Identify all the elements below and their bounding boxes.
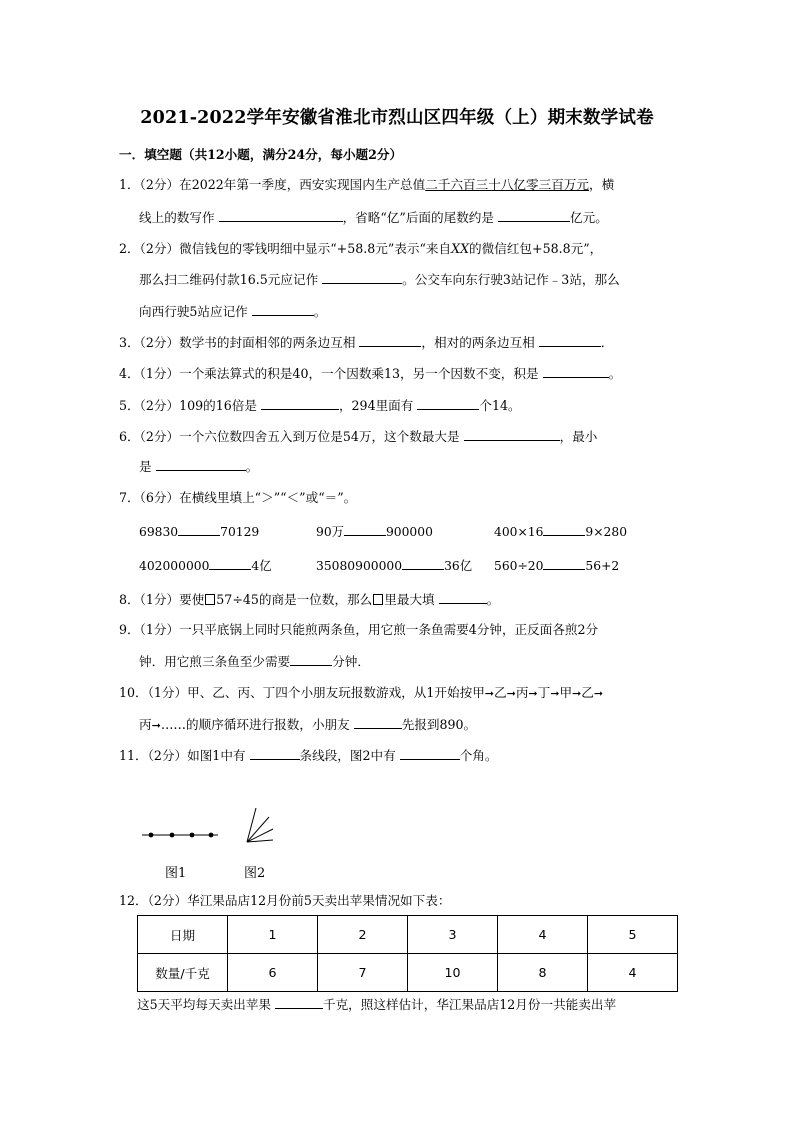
table-cell: 5 xyxy=(588,916,678,954)
answer-blank[interactable] xyxy=(543,522,585,536)
question-6-line-2: 是 。 xyxy=(139,459,259,474)
question-6-line-1: 6．（2分）一个六位数四舍五入到万位是54万，这个数最大是 ，最小 xyxy=(119,429,598,444)
answer-blank[interactable] xyxy=(498,208,570,222)
underlined-number-text: 二千六百三十八亿零三百万元 xyxy=(425,177,589,192)
answer-blank[interactable] xyxy=(539,333,601,347)
table-cell: 7 xyxy=(318,954,408,992)
question-8: 8．（1分）要使 57÷45的商是一位数，那么 里最大填 。 xyxy=(119,592,500,607)
answer-blank[interactable] xyxy=(261,396,339,410)
table-cell: 8 xyxy=(498,954,588,992)
answer-blank[interactable] xyxy=(156,457,246,471)
question-2-line-2: 那么扫二维码付款16.5元应记作 。公交车向东行驶3站记作﹣3站，那么 xyxy=(139,272,620,287)
figure-1-caption: 图1 xyxy=(165,866,187,881)
answer-blank[interactable] xyxy=(464,427,560,441)
arrow-icon: ➞ xyxy=(572,687,582,700)
table-header-cell: 数量/千克 xyxy=(138,954,228,992)
question-1-line-2: 线上的数写作 ，省略“亿”后面的尾数约是 亿元。 xyxy=(139,210,608,225)
question-9-line-2: 钟．用它煎三条鱼至少需要 分钟． xyxy=(139,654,370,669)
arrow-icon: ➞ xyxy=(593,687,604,700)
comparison-item: 90万 900000 xyxy=(316,522,433,541)
table-cell: 1 xyxy=(228,916,318,954)
square-box-icon xyxy=(373,594,383,605)
arrow-icon: ➞ xyxy=(528,687,538,700)
answer-blank[interactable] xyxy=(417,396,479,410)
answer-blank[interactable] xyxy=(543,364,609,378)
comparison-item: 69830 70129 xyxy=(139,522,259,541)
figure-1-line-segments xyxy=(142,833,218,838)
answer-blank[interactable] xyxy=(178,522,220,536)
answer-blank[interactable] xyxy=(219,208,343,222)
table-cell: 3 xyxy=(408,916,498,954)
comparison-item: 400×16 9×280 xyxy=(494,522,627,541)
answer-blank[interactable] xyxy=(402,556,444,570)
question-12: 12．（2分）华江果品店12月份前5天卖出苹果情况如下表： xyxy=(119,893,451,908)
answer-blank[interactable] xyxy=(209,556,251,570)
comparison-item: 402000000 4亿 xyxy=(139,556,272,575)
question-2-line-1: 2．（2分）微信钱包的零钱明细中显示“+58.8元”表示“来自XX的微信红包+58.8元”， xyxy=(119,241,603,256)
answer-blank[interactable] xyxy=(354,715,402,729)
question-2-line-3: 向西行驶5站应记作 。 xyxy=(139,304,327,319)
question-5: 5．（2分）109的16倍是 ，294里面有 个14。 xyxy=(119,398,521,413)
arrow-icon: ➞ xyxy=(484,687,495,700)
table-cell: 6 xyxy=(228,954,318,992)
table-cell: 4 xyxy=(498,916,588,954)
answer-blank[interactable] xyxy=(275,995,323,1009)
answer-blank[interactable] xyxy=(250,746,300,760)
answer-blank[interactable] xyxy=(290,652,332,666)
question-10-line-2: 丙➞……的顺序循环进行报数，小朋友 先报到890。 xyxy=(139,717,477,732)
question-4: 4．（1分）一个乘法算式的积是40，一个因数乘13，另一个因数不变，积是 。 xyxy=(119,366,622,381)
arrow-icon: ➞ xyxy=(506,687,516,700)
answer-blank[interactable] xyxy=(543,556,585,570)
arrow-icon: ➞ xyxy=(550,687,560,700)
answer-blank[interactable] xyxy=(359,333,421,347)
answer-blank[interactable] xyxy=(252,302,314,316)
square-box-icon xyxy=(205,594,215,605)
answer-blank[interactable] xyxy=(400,746,460,760)
question-7: 7．（6分）在横线里填上“＞”“＜”或“＝”。 xyxy=(119,490,357,505)
question-1-line-1: 1．（2分）在2022年第一季度，西安实现国内生产总值二千六百三十八亿零三百万元，横 xyxy=(119,177,615,192)
table-cell: 10 xyxy=(408,954,498,992)
section-heading: 一．填空题（共12小题，满分24分，每小题2分） xyxy=(119,147,403,162)
answer-blank[interactable] xyxy=(439,590,487,604)
figure-2-caption: 图2 xyxy=(244,866,266,881)
figure-diagrams xyxy=(135,800,285,856)
page-title: 2021-2022学年安徽省淮北市烈山区四年级（上）期末数学试卷 xyxy=(140,108,654,128)
sales-table xyxy=(137,915,678,992)
answer-blank[interactable] xyxy=(344,522,386,536)
question-9-line-1: 9．（1分）一只平底锅上同时只能煎两条鱼，用它煎一条鱼需要4分钟，正反面各煎2分 xyxy=(119,622,599,637)
table-row xyxy=(138,954,678,992)
table-row xyxy=(138,916,678,954)
table-header-cell: 日期 xyxy=(138,916,228,954)
question-11: 11．（2分）如图1中有 条线段，图2中有 个角。 xyxy=(119,748,498,763)
comparison-item: 560÷20 56+2 xyxy=(494,556,619,575)
table-cell: 2 xyxy=(318,916,408,954)
figure-2-angles xyxy=(247,808,273,842)
answer-blank[interactable] xyxy=(322,270,402,284)
comparison-item: 35080900000 36亿 xyxy=(316,556,472,575)
question-12-line-2: 这5天平均每天卖出苹果 千克，照这样估计，华江果品店12月份一共能卖出苹 xyxy=(137,997,617,1012)
question-10-line-1: 10．（1分）甲、乙、丙、丁四个小朋友玩报数游戏，从1开始按甲➞乙➞丙➞丁➞甲➞乙➞ xyxy=(119,685,604,700)
arrow-icon: ➞ xyxy=(151,719,161,732)
table-cell: 4 xyxy=(588,954,678,992)
question-3: 3．（2分）数学书的封面相邻的两条边互相 ，相对的两条边互相 ． xyxy=(119,335,614,350)
